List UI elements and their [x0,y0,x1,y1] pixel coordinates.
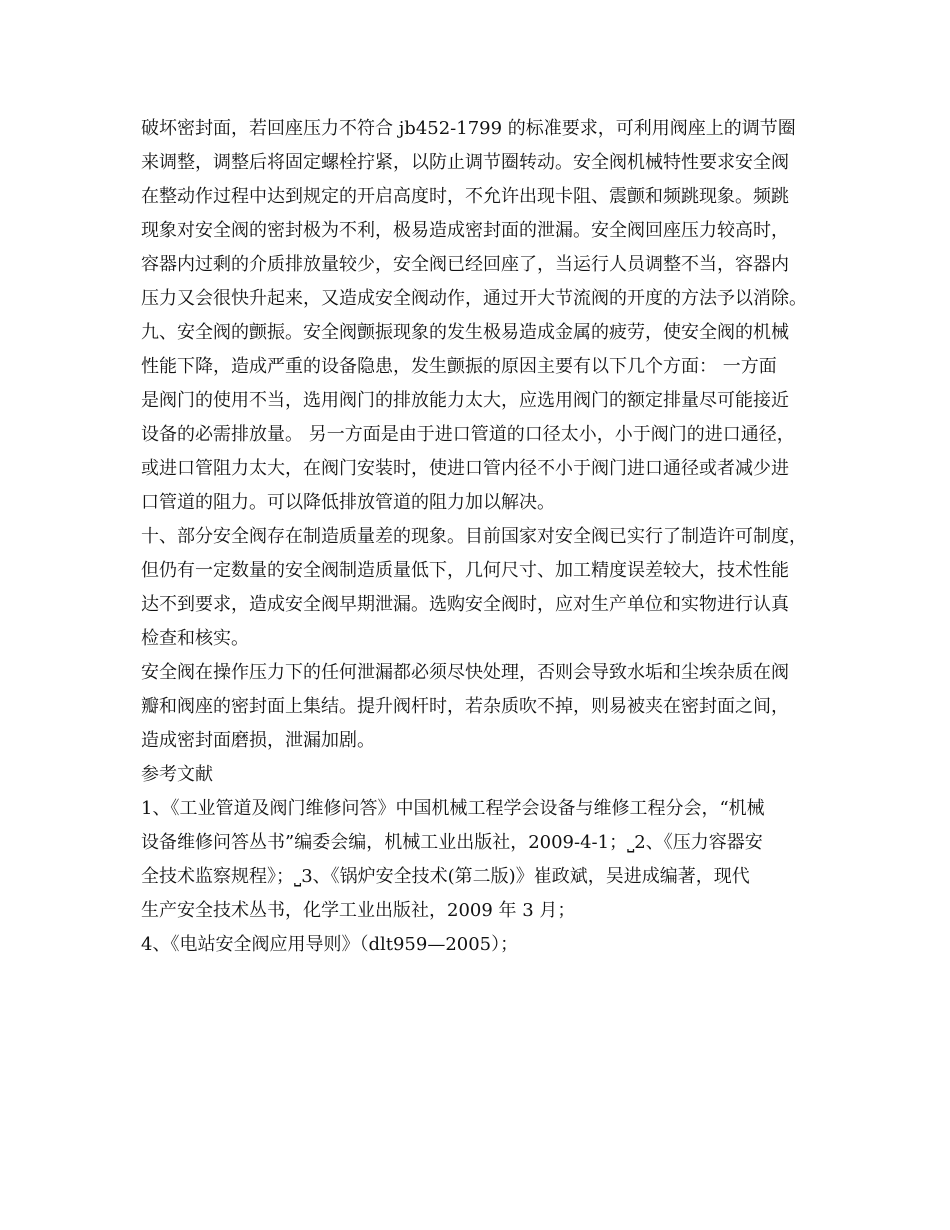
text-line: 来调整，调整后将固定螺栓拧紧，以防止调节圈转动。安全阀机械特性要求安全阀 [141,152,789,173]
text-line: 设备的必需排放量。 另一方面是由于进口管道的口径太小，小于阀门的进口通径， [141,424,795,445]
text-line: 压力又会很快升起来，又造成安全阀动作，通过开大节流阀的开度的方法予以消除。 [141,288,807,309]
text-line: 在整动作过程中达到规定的开启高度时，不允许出现卡阻、震颤和频跳现象。频跳 [141,186,789,207]
section-nine-heading-line: 九、安全阀的颤振。安全阀颤振现象的发生极易造成金属的疲劳，使安全阀的机械 [141,322,789,343]
reference-line: 4、《电站安全阀应用导则》（dlt959—2005）； [141,934,519,955]
text-line: 瓣和阀座的密封面上集结。提升阀杆时，若杂质吹不掉，则易被夹在密封面之间， [141,696,789,717]
reference-line: 全技术监察规程》；⎵3、《锅炉安全技术(第二版)》崔政斌，吴进成编著，现代 [141,866,750,887]
references-heading: 参考文献 [141,764,213,785]
reference-line: 1、《工业管道及阀门维修问答》中国机械工程学会设备与维修工程分会，“机械 [141,798,765,819]
text-line: 造成密封面磨损，泄漏加剧。 [141,730,375,751]
reference-line: 生产安全技术丛书，化学工业出版社，2009 年 3 月； [141,900,576,921]
text-line: 口管道的阻力。可以降低排放管道的阻力加以解决。 [141,492,555,513]
text-line: 现象对安全阀的密封极为不利，极易造成密封面的泄漏。安全阀回座压力较高时， [141,220,789,241]
text-line: 或进口管阻力太大，在阀门安装时，使进口管内径不小于阀门进口通径或者减少进 [141,458,789,479]
text-line: 达不到要求，造成安全阀早期泄漏。选购安全阀时，应对生产单位和实物进行认真 [141,594,789,615]
text-line: 安全阀在操作压力下的任何泄漏都必须尽快处理，否则会导致水垢和尘埃杂质在阀 [141,662,789,683]
text-line: 检查和核实。 [141,628,249,649]
document-body [141,112,821,962]
text-line: 性能下降，造成严重的设备隐患，发生颤振的原因主要有以下几个方面： 一方面 [141,356,777,377]
text-line: 是阀门的使用不当，选用阀门的排放能力太大，应选用阀门的额定排量尽可能接近 [141,390,789,411]
text-line: 破坏密封面，若回座压力不符合 jb452-1799 的标准要求，可利用阀座上的调节圈 [141,118,796,139]
reference-line: 设备维修问答丛书”编委会编，机械工业出版社，2009-4-1；⎵2、《压力容器安 [141,832,763,853]
text-line: 容器内过剩的介质排放量较少，安全阀已经回座了，当运行人员调整不当，容器内 [141,254,789,275]
section-ten-heading-line: 十、部分安全阀存在制造质量差的现象。目前国家对安全阀已实行了制造许可制度， [141,526,807,547]
text-line: 但仍有一定数量的安全阀制造质量低下，几何尺寸、加工精度误差较大，技术性能 [141,560,789,581]
